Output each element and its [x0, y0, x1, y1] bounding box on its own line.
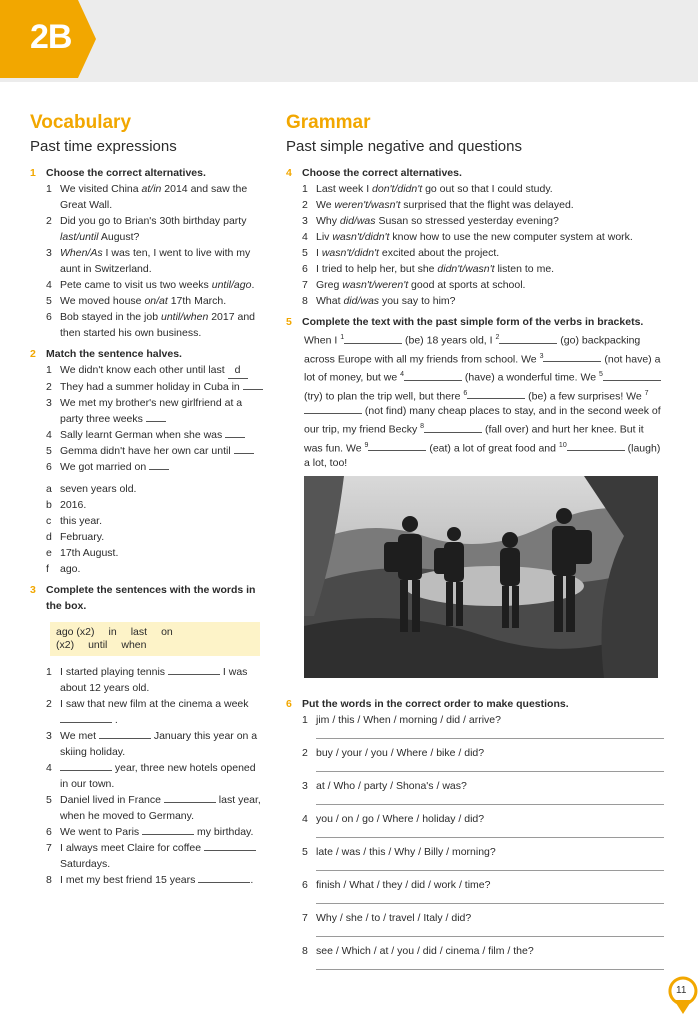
item-number: 2: [302, 747, 308, 759]
exercise-item: [46, 277, 266, 293]
item-text: Last week I don't/didn't go out so that I could study.: [316, 183, 553, 195]
item-text: late / was / this / Why / Billy / morning?: [316, 846, 496, 858]
exercise-item: [46, 309, 266, 341]
item-number: 5: [302, 247, 308, 259]
item-number: 6: [46, 311, 52, 323]
item-text: I met my best friend 15 years .: [60, 874, 254, 886]
item-number: 4: [46, 429, 52, 441]
exercise-item: [46, 792, 266, 824]
answer-blank[interactable]: [146, 421, 166, 422]
answer-blank[interactable]: d: [228, 362, 248, 379]
item-text: I saw that new film at the cinema a week .: [60, 698, 249, 726]
item-text: I wasn't/didn't excited about the project.: [316, 247, 500, 259]
item-number: 5: [302, 846, 308, 858]
item-number: 6: [46, 826, 52, 838]
alternatives[interactable]: until/when: [161, 311, 209, 323]
exercise-1: [30, 165, 266, 341]
grammar-column: [286, 112, 664, 471]
match-option: [46, 481, 266, 497]
answer-blank[interactable]: [234, 453, 254, 454]
alternatives[interactable]: did/was: [343, 295, 380, 307]
exercise-item: [302, 245, 664, 261]
grammar-subtitle: Past simple negative and questions: [286, 138, 522, 155]
option-letter: e: [46, 547, 52, 559]
exercise-item: [302, 778, 664, 794]
answer-blank[interactable]: [304, 413, 362, 414]
item-text: buy / your / you / Where / bike / did?: [316, 747, 485, 759]
item-text: at / Who / party / Shona's / was?: [316, 780, 467, 792]
answer-blank[interactable]: [60, 770, 112, 771]
exercise-instruction: Complete the sentences with the words in the box.: [46, 584, 256, 612]
exercise-number: 2: [30, 348, 36, 360]
answer-blank[interactable]: [404, 380, 462, 381]
option-text: 17th August.: [60, 547, 119, 559]
item-text: Bob stayed in the job until/when 2017 and then started his own business.: [60, 311, 255, 339]
answer-blank[interactable]: [567, 450, 625, 451]
unit-badge: [0, 0, 96, 78]
box-word: on (x2): [56, 626, 173, 651]
gap-number: 9: [364, 441, 369, 449]
item-number: 6: [302, 263, 308, 275]
gap-number: 5: [598, 371, 603, 378]
exercise-item: [46, 664, 266, 696]
alternatives[interactable]: didn't/wasn't: [437, 263, 495, 275]
item-text: We weren't/wasn't surprised that the flight was delayed.: [316, 199, 574, 211]
exercise-instruction: Put the words in the correct order to make questions.: [302, 698, 569, 710]
answer-blank[interactable]: [368, 450, 426, 451]
item-number: 8: [46, 874, 52, 886]
item-text: Gemma didn't have her own car until: [60, 443, 266, 459]
exercise-6: [286, 696, 664, 976]
exercise-item: [46, 293, 266, 309]
item-text: I started playing tennis I was about 12 years old.: [60, 666, 248, 694]
item-text: finish / What / they / did / work / time?: [316, 879, 491, 891]
exercise-number: 1: [30, 167, 36, 179]
exercise-number: 4: [286, 167, 292, 179]
answer-blank[interactable]: [467, 398, 525, 399]
exercise-item: [46, 696, 266, 728]
item-text: I tried to help her, but she didn't/wasn't listen to me.: [316, 263, 555, 275]
alternatives[interactable]: wasn't/didn't: [321, 247, 379, 259]
exercise-item: [302, 943, 664, 959]
vocabulary-subtitle: Past time expressions: [30, 138, 177, 155]
item-text: Liv wasn't/didn't know how to use the new computer system at work.: [316, 231, 633, 243]
alternatives[interactable]: wasn't/weren't: [342, 279, 409, 291]
item-text: We got married on: [60, 459, 266, 475]
exercise-paragraph: When I $^1$ (be) 18 years old, I $^2$ (go) backpacking across Europe with all my friends from school. We $^3$ (not have) a lot of money, but we $^4$ (have) a wonderful time. We $^5$ (try) to plan the trip well, but there $^6$ (be) a few surprises! We $^7$ (not find) many cheap places to stay, and in the second week of our trip, my friend Becky $^8$ (fall over) and hurt her knee. But it was fun. We $^9$ (eat) a lot of great food and $^{10}$ (laugh) a lot, too!: [304, 334, 661, 469]
gap-number: 10: [558, 441, 567, 449]
alternatives[interactable]: don't/didn't: [372, 183, 423, 195]
item-number: 4: [302, 813, 308, 825]
gap-number: 1: [340, 334, 345, 341]
exercise-number: 3: [30, 584, 36, 596]
match-option: [46, 513, 266, 529]
exercise-item: [46, 840, 266, 872]
item-number: 2: [46, 698, 52, 710]
item-number: 8: [302, 945, 308, 957]
answer-blank[interactable]: [164, 802, 216, 803]
item-number: 3: [302, 780, 308, 792]
answer-line[interactable]: [316, 959, 664, 970]
vocabulary-column: [30, 112, 266, 888]
exercise-item: [46, 728, 266, 760]
page-number: 11: [676, 985, 687, 996]
item-number: 1: [46, 183, 52, 195]
match-option: [46, 545, 266, 561]
exercise-item: [302, 293, 664, 309]
option-letter: f: [46, 563, 49, 575]
match-option: [46, 561, 266, 577]
item-text: What did/was you say to him?: [316, 295, 456, 307]
exercise-item: [46, 379, 266, 395]
exercise-instruction: Choose the correct alternatives.: [46, 167, 206, 179]
gap-number: 2: [495, 334, 500, 341]
item-number: 3: [46, 397, 52, 409]
answer-line[interactable]: [316, 794, 664, 805]
answer-blank[interactable]: [149, 469, 169, 470]
alternatives[interactable]: at/in: [141, 183, 162, 195]
item-text: Why did/was Susan so stressed yesterday evening?: [316, 215, 559, 227]
item-number: 4: [46, 279, 52, 291]
grammar-title: Grammar: [286, 112, 371, 133]
item-number: 2: [46, 215, 52, 227]
hikers-photo: [304, 476, 658, 678]
item-number: 2: [46, 381, 52, 393]
exercise-item: [302, 712, 664, 728]
item-text: We didn't know each other until last d: [60, 362, 266, 379]
exercise-item: [46, 395, 266, 427]
option-letter: c: [46, 515, 52, 527]
answer-blank[interactable]: [225, 437, 245, 438]
option-text: ago.: [60, 563, 81, 575]
item-number: 4: [302, 231, 308, 243]
exercise-3: [30, 582, 266, 888]
alternatives[interactable]: wasn't/didn't: [332, 231, 390, 243]
gap-number: 3: [539, 352, 544, 360]
option-text: 2016.: [60, 499, 87, 511]
answer-blank[interactable]: [424, 432, 482, 433]
box-word: when: [121, 639, 147, 651]
item-number: 7: [46, 842, 52, 854]
answer-blank[interactable]: [168, 674, 220, 675]
item-number: 8: [302, 295, 308, 307]
gap-number: 4: [400, 371, 405, 378]
exercise-item: [46, 245, 266, 277]
item-text: We visited China at/in 2014 and saw the Great Wall.: [60, 183, 248, 211]
exercise-item: [302, 261, 664, 277]
item-number: 2: [302, 199, 308, 211]
item-text: We moved house on/at 17th March.: [60, 295, 227, 307]
exercise-item: [302, 877, 664, 893]
unit-label: 2B: [30, 18, 72, 56]
answer-line[interactable]: [316, 827, 664, 838]
answer-blank[interactable]: [499, 343, 557, 344]
exercise-item: [46, 872, 266, 888]
exercise-item: [46, 824, 266, 840]
item-number: 6: [302, 879, 308, 891]
option-letter: a: [46, 483, 52, 495]
exercise-item: [302, 745, 664, 761]
item-text: year, three new hotels opened in our town.: [60, 762, 256, 790]
exercise-item: [302, 811, 664, 827]
answer-blank[interactable]: [243, 389, 263, 390]
exercise-item: [302, 213, 664, 229]
item-number: 3: [46, 730, 52, 742]
item-text: Did you go to Brian's 30th birthday party last/until August?: [60, 215, 247, 243]
answer-line[interactable]: [316, 728, 664, 739]
item-text: Why / she / to / travel / Italy / did?: [316, 912, 472, 924]
item-number: 5: [46, 445, 52, 457]
exercise-instruction: Choose the correct alternatives.: [302, 167, 462, 179]
answer-line[interactable]: [316, 893, 664, 904]
exercise-2: [30, 346, 266, 577]
alternatives[interactable]: until/ago: [211, 279, 252, 291]
page-badge-shape: [668, 976, 698, 1016]
answer-blank[interactable]: [198, 882, 250, 883]
box-word: ago (x2): [56, 626, 95, 638]
item-number: 7: [302, 279, 308, 291]
item-text: We met my brother's new girlfriend at a party three weeks: [60, 397, 243, 425]
item-text: We went to Paris my birthday.: [60, 826, 254, 838]
exercise-number: 5: [286, 316, 292, 328]
item-number: 7: [302, 912, 308, 924]
exercise-item: [302, 844, 664, 860]
item-number: 3: [46, 247, 52, 259]
option-text: February.: [60, 531, 105, 543]
alternatives[interactable]: did/was: [339, 215, 376, 227]
item-text: Daniel lived in France last year, when he moved to Germany.: [60, 794, 261, 822]
item-text: Pete came to visit us two weeks until/ago.: [60, 279, 255, 291]
exercise-instruction: Complete the text with the past simple form of the verbs in brackets.: [302, 316, 644, 328]
exercise-item: [46, 213, 266, 245]
gap-number: 8: [420, 423, 425, 430]
answer-blank[interactable]: [142, 834, 194, 835]
exercise-item: [46, 181, 266, 213]
match-option: [46, 529, 266, 545]
item-text: Greg wasn't/weren't good at sports at school.: [316, 279, 526, 291]
exercise-item: [46, 443, 266, 459]
item-text: you / on / go / Where / holiday / did?: [316, 813, 485, 825]
item-number: 1: [302, 714, 308, 726]
alternatives[interactable]: weren't/wasn't: [334, 199, 401, 211]
answer-line[interactable]: [316, 761, 664, 772]
exercise-item: [46, 760, 266, 792]
box-word: until: [88, 639, 108, 651]
answer-blank[interactable]: [344, 343, 402, 344]
item-number: 6: [46, 461, 52, 473]
exercise-item: [46, 362, 266, 379]
header-band: [0, 0, 698, 82]
exercise-number: 6: [286, 698, 292, 710]
answer-blank[interactable]: [99, 738, 151, 739]
gap-number: 7: [644, 389, 649, 397]
item-number: 1: [46, 666, 52, 678]
alternatives[interactable]: last/until: [60, 231, 99, 243]
item-number: 5: [46, 794, 52, 806]
item-number: 5: [46, 295, 52, 307]
exercise-item: [46, 459, 266, 475]
option-letter: b: [46, 499, 52, 511]
exercise-item: [302, 197, 664, 213]
item-text: They had a summer holiday in Cuba in: [60, 379, 266, 395]
exercise-item: [302, 910, 664, 926]
item-text: see / Which / at / you / did / cinema / film / the?: [316, 945, 534, 957]
alternatives[interactable]: on/at: [144, 295, 168, 307]
option-letter: d: [46, 531, 52, 543]
item-text: We met January this year on a skiing holiday.: [60, 730, 258, 758]
match-option: [46, 497, 266, 513]
answer-line[interactable]: [316, 926, 664, 937]
answer-line[interactable]: [316, 860, 664, 871]
item-number: 1: [302, 183, 308, 195]
option-text: this year.: [60, 515, 103, 527]
exercise-item: [302, 229, 664, 245]
vocabulary-title: Vocabulary: [30, 112, 132, 133]
item-text: jim / this / When / morning / did / arrive?: [316, 714, 501, 726]
answer-blank[interactable]: [60, 722, 112, 723]
exercise-5: [286, 314, 664, 471]
item-text: When/As I was ten, I went to live with my aunt in Switzerland.: [60, 247, 251, 275]
item-number: 1: [46, 364, 52, 376]
item-text: Sally learnt German when she was: [60, 427, 266, 443]
exercise-item: [302, 277, 664, 293]
page-number-badge: [668, 976, 698, 1016]
exercise-instruction: Match the sentence halves.: [46, 348, 182, 360]
option-text: seven years old.: [60, 483, 137, 495]
item-number: 4: [46, 762, 52, 774]
item-number: 3: [302, 215, 308, 227]
exercise-item: [302, 181, 664, 197]
answer-blank[interactable]: [603, 380, 661, 381]
item-text: I always meet Claire for coffee Saturdays.: [60, 840, 266, 872]
exercise-4: [286, 165, 664, 309]
word-box: [50, 622, 260, 656]
answer-blank[interactable]: [204, 850, 256, 851]
alternatives[interactable]: When/As: [60, 247, 103, 259]
answer-blank[interactable]: [543, 361, 601, 362]
box-word: in: [108, 626, 117, 638]
exercise-item: [46, 427, 266, 443]
gap-number: 6: [463, 389, 468, 397]
box-word: last: [130, 626, 148, 638]
